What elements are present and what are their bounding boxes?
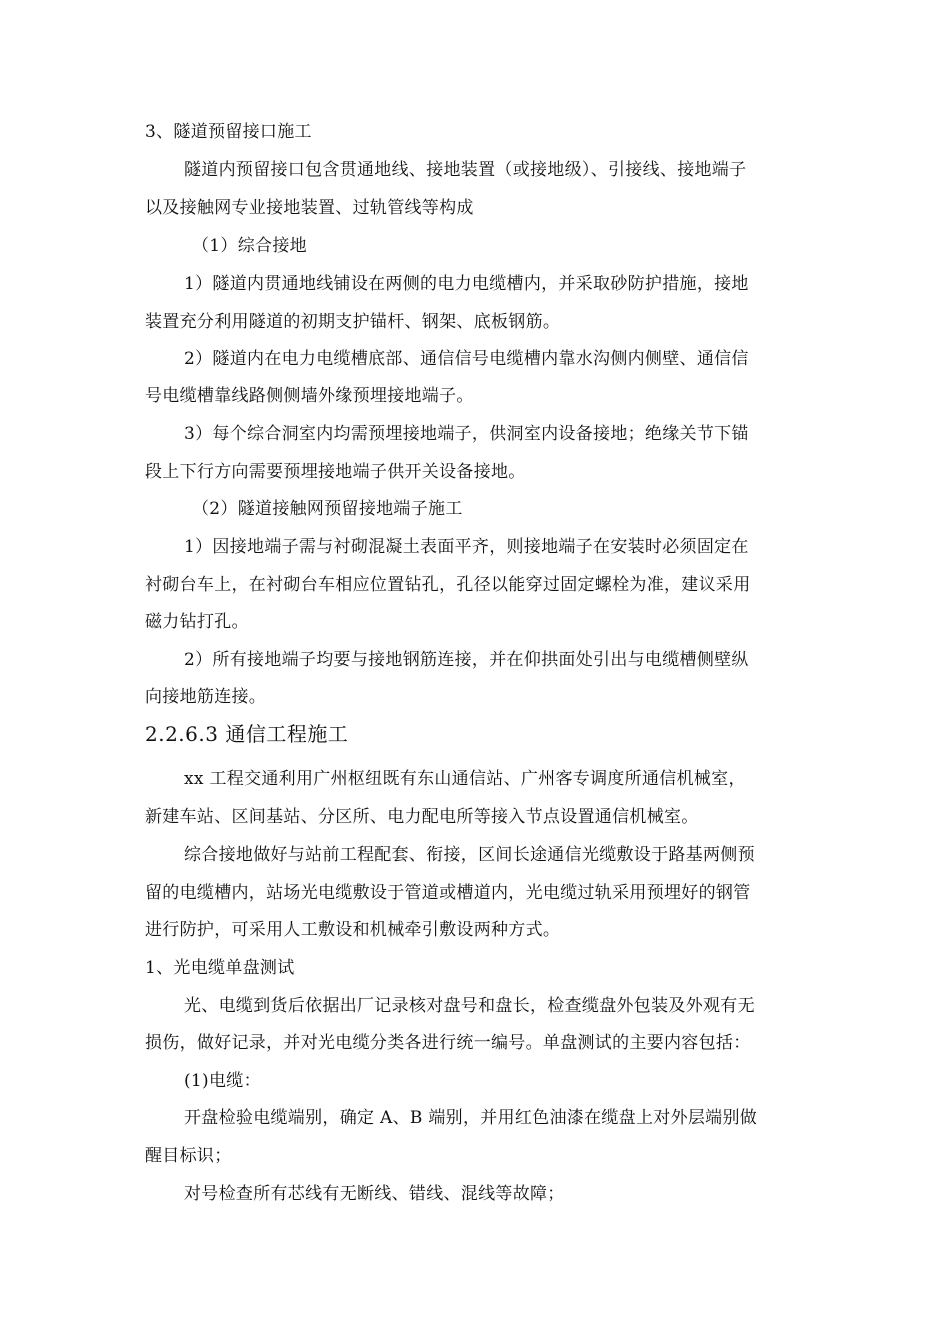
paragraph-line: 1）隧道内贯通地线铺设在两侧的电力电缆槽内，并采取砂防护措施，接地 bbox=[184, 274, 749, 294]
section-heading-tunnel-interface: 3、隧道预留接口施工 bbox=[145, 122, 312, 142]
paragraph-line: 开盘检验电缆端别，确定 A、B 端别，并用红色油漆在缆盘上对外层端别做 bbox=[184, 1108, 758, 1128]
paragraph-line: 光、电缆到货后依据出厂记录核对盘号和盘长，检查缆盘外包装及外观有无 bbox=[184, 996, 755, 1016]
paragraph-line: 综合接地做好与站前工程配套、衔接，区间长途通信光缆敷设于路基两侧预 bbox=[184, 845, 755, 865]
paragraph-line: 对号检查所有芯线有无断线、错线、混线等故障； bbox=[184, 1184, 565, 1204]
paragraph-line: 进行防护，可采用人工敷设和机械牵引敷设两种方式。 bbox=[145, 920, 561, 940]
subsection-heading-grounding: （1）综合接地 bbox=[192, 236, 307, 256]
paragraph-line: 留的电缆槽内，站场光电缆敷设于管道或槽道内，光电缆过轨采用预埋好的钢管 bbox=[145, 883, 751, 903]
paragraph-line: 3）每个综合洞室内均需预埋接地端子，供洞室内设备接地；绝缘关节下锚 bbox=[184, 424, 749, 444]
paragraph-line: 1）因接地端子需与衬砌混凝土表面平齐，则接地端子在安装时必须固定在 bbox=[184, 537, 749, 557]
subsection-heading-cable: (1)电缆： bbox=[184, 1071, 261, 1091]
chapter-heading-communication: 2.2.6.3 通信工程施工 bbox=[145, 722, 349, 746]
paragraph-line: 衬砌台车上，在衬砌台车相应位置钻孔，孔径以能穿过固定螺栓为准，建议采用 bbox=[145, 575, 751, 595]
paragraph-line: 磁力钻打孔。 bbox=[145, 612, 249, 632]
paragraph-line: 2）所有接地端子均要与接地钢筋连接，并在仰拱面处引出与电缆槽侧壁纵 bbox=[184, 650, 749, 670]
paragraph-line: 以及接触网专业接地装置、过轨管线等构成 bbox=[145, 198, 474, 218]
paragraph-line: 装置充分利用隧道的初期支护锚杆、钢架、底板钢筋。 bbox=[145, 312, 561, 332]
paragraph-line: 段上下行方向需要预埋接地端子供开关设备接地。 bbox=[145, 462, 526, 482]
paragraph-line: 向接地筋连接。 bbox=[145, 687, 267, 707]
paragraph-line: 新建车站、区间基站、分区所、电力配电所等接入节点设置通信机械室。 bbox=[145, 807, 699, 827]
subsection-heading-catenary-terminal: （2）隧道接触网预留接地端子施工 bbox=[192, 499, 463, 519]
paragraph-line: xx 工程交通利用广州枢纽既有东山通信站、广州客专调度所通信机械室， bbox=[184, 769, 746, 789]
paragraph-line: 2）隧道内在电力电缆槽底部、通信信号电缆槽内靠水沟侧内侧壁、通信信 bbox=[184, 349, 749, 369]
section-heading-cable-test: 1、光电缆单盘测试 bbox=[145, 958, 295, 978]
paragraph-line: 隧道内预留接口包含贯通地线、接地装置（或接地级）、引接线、接地端子 bbox=[184, 160, 747, 180]
paragraph-line: 号电缆槽靠线路侧侧墙外缘预埋接地端子。 bbox=[145, 386, 474, 406]
paragraph-line: 醒目标识； bbox=[145, 1146, 232, 1166]
paragraph-line: 损伤，做好记录，并对光电缆分类各进行统一编号。单盘测试的主要内容包括： bbox=[145, 1033, 751, 1053]
